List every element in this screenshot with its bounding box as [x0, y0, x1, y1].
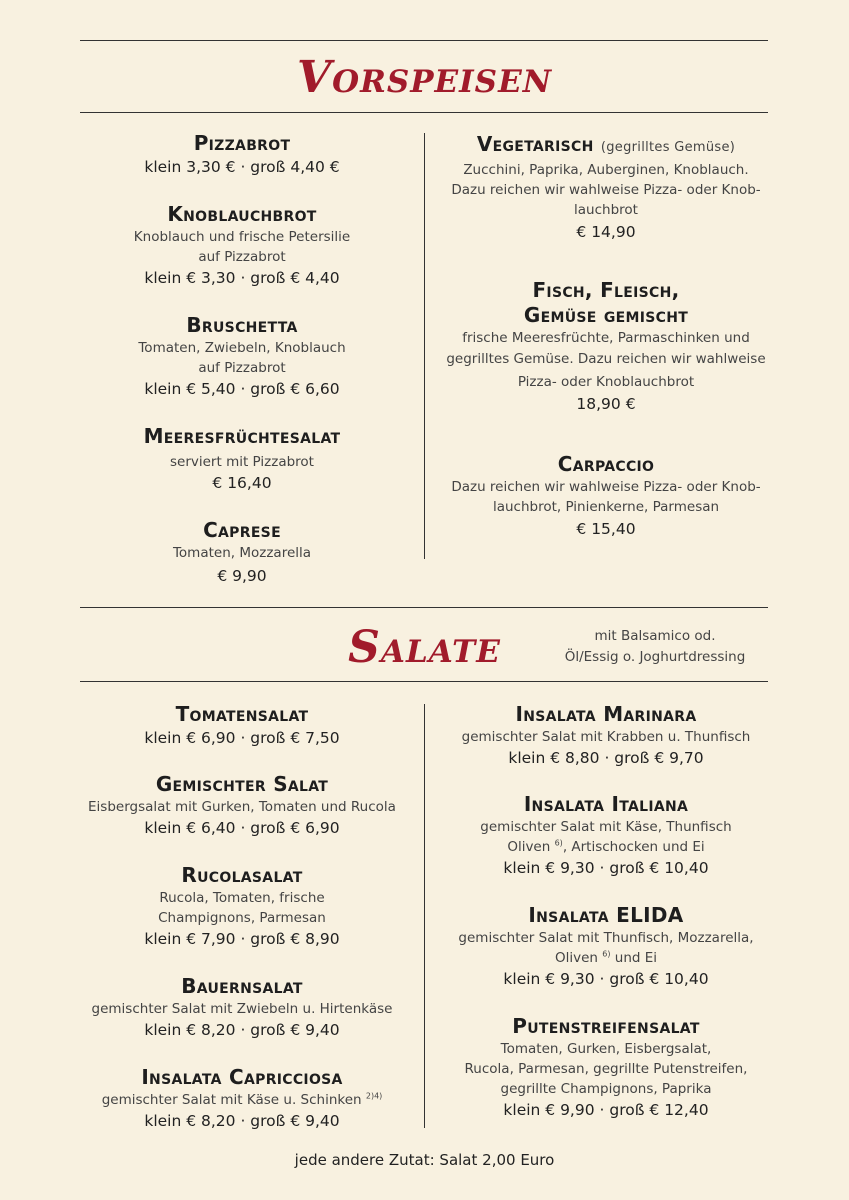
item-price: klein € 8,80 · groß € 9,70	[508, 749, 704, 767]
item-description	[440, 837, 772, 857]
item-description: Tomaten, Gurken, Eisbergsalat,	[500, 1041, 712, 1057]
vorspeisen-title: Vorspeisen	[296, 52, 553, 103]
item-name-text: Vegetarisch	[476, 132, 594, 156]
menu-item-insalata-italiana	[440, 792, 772, 880]
item-name: Bruschetta	[186, 313, 298, 337]
item-description: serviert mit Pizzabrot	[170, 454, 314, 470]
item-name: Caprese	[203, 518, 281, 542]
vorspeisen-column-divider	[424, 133, 425, 559]
item-name: Bauernsalat	[181, 974, 303, 998]
menu-item-insalata-elida	[440, 903, 772, 991]
item-description: Pizza- oder Knoblauchbrot	[517, 374, 695, 390]
item-description: gemischter Salat mit Krabben u. Thunfisch	[461, 729, 751, 745]
item-description-text: , Artischocken und Ei	[562, 839, 705, 855]
item-name: Tomatensalat	[175, 702, 309, 726]
item-description: gegrilltes Gemüse. Dazu reichen wir wahlweise	[446, 351, 766, 367]
item-name: Rucolasalat	[181, 863, 303, 887]
item-description: auf Pizzabrot	[198, 360, 286, 376]
item-name: Insalata ELIDA	[528, 903, 684, 927]
item-price: klein € 9,90 · groß € 12,40	[503, 1101, 709, 1119]
item-description: auf Pizzabrot	[198, 249, 286, 265]
item-description: Tomaten, Zwiebeln, Knoblauch	[138, 340, 346, 356]
item-description	[80, 1090, 404, 1110]
item-name: Insalata Marinara	[515, 702, 697, 726]
allergen-note: 6)	[554, 838, 563, 848]
menu-item-gemischter-salat	[80, 772, 404, 840]
item-price: klein € 8,20 · groß € 9,40	[144, 1021, 340, 1039]
item-price: klein € 9,30 · groß € 10,40	[503, 970, 709, 988]
item-description-text: und Ei	[610, 950, 658, 966]
dressing-note-line: Öl/Essig o. Joghurtdressing	[564, 649, 746, 665]
salate-left-column	[80, 0, 404, 1150]
item-description: gemischter Salat mit Käse, Thunfisch	[480, 819, 732, 835]
menu-item-tomatensalat	[80, 702, 404, 750]
item-description: Rucola, Parmesan, gegrillte Putenstreifen,	[464, 1061, 748, 1077]
menu-item-insalata-marinara	[440, 702, 772, 770]
item-description: Dazu reichen wir wahlweise Pizza- oder Knob-	[451, 182, 761, 198]
item-description: frische Meeresfrüchte, Parmaschinken und	[462, 330, 750, 346]
footer-note: jede andere Zutat: Salat 2,00 Euro	[294, 1151, 555, 1169]
item-description: Rucola, Tomaten, frische	[159, 890, 325, 906]
dressing-note-line: mit Balsamico od.	[594, 628, 716, 644]
item-price: klein 3,30 € · groß 4,40 €	[144, 158, 340, 176]
item-price: € 16,40	[212, 474, 272, 492]
item-name: Putenstreifensalat	[512, 1014, 700, 1038]
item-description: Tomaten, Mozzarella	[172, 545, 312, 561]
item-price: klein € 6,90 · groß € 7,50	[144, 729, 340, 747]
item-description-text: gemischter Salat mit Käse u. Schinken	[101, 1092, 362, 1108]
item-price: klein € 5,40 · groß € 6,60	[144, 380, 340, 398]
item-price: klein € 3,30 · groß € 4,40	[144, 269, 340, 287]
item-name: Fisch, Fleisch,	[532, 278, 680, 302]
item-description: gemischter Salat mit Thunfisch, Mozzarella,	[458, 930, 754, 946]
allergen-note: 2)4)	[365, 1091, 383, 1101]
item-name: Gemüse gemischt	[523, 303, 689, 327]
item-price: klein € 6,40 · groß € 6,90	[144, 819, 340, 837]
item-name: Carpaccio	[557, 452, 655, 476]
item-name: Knoblauchbrot	[167, 202, 317, 226]
item-description	[440, 948, 772, 968]
item-price: klein € 7,90 · groß € 8,90	[144, 930, 340, 948]
item-name: Gemischter Salat	[155, 772, 329, 796]
item-description: gegrillte Champignons, Paprika	[500, 1081, 712, 1097]
item-description: Eisbergsalat mit Gurken, Tomaten und Rucola	[88, 799, 396, 815]
item-name: Meeresfrüchtesalat	[143, 424, 341, 448]
item-price: € 14,90	[576, 223, 636, 241]
item-name: Insalata Italiana	[523, 792, 689, 816]
salate-title: Salate	[348, 622, 501, 673]
item-name: Pizzabrot	[193, 131, 291, 155]
item-price: klein € 9,30 · groß € 10,40	[503, 859, 709, 877]
item-description: gemischter Salat mit Zwiebeln u. Hirtenkäse	[91, 1001, 393, 1017]
allergen-note: 6)	[602, 949, 611, 959]
salate-column-divider	[424, 704, 425, 1128]
item-price: € 9,90	[217, 567, 267, 585]
item-description: Champignons, Parmesan	[158, 910, 326, 926]
item-name-note: (gegrilltes Gemüse)	[600, 140, 736, 155]
item-price: klein € 8,20 · groß € 9,40	[144, 1112, 340, 1130]
salate-right-column	[440, 0, 772, 1150]
item-description-text: Oliven	[554, 950, 598, 966]
item-description: lauchbrot, Pinienkerne, Parmesan	[492, 499, 720, 515]
item-name: Insalata Capricciosa	[141, 1065, 343, 1089]
item-description: Dazu reichen wir wahlweise Pizza- oder Knob-	[451, 479, 761, 495]
item-description: Zucchini, Paprika, Auberginen, Knoblauch.	[463, 162, 749, 178]
menu-item-bauernsalat	[80, 974, 404, 1042]
item-price: 18,90 €	[576, 395, 636, 413]
item-description-text: Oliven	[507, 839, 551, 855]
menu-item-rucolasalat	[80, 863, 404, 951]
item-description: lauchbrot	[574, 202, 638, 218]
item-description: Knoblauch und frische Petersilie	[133, 229, 351, 245]
menu-item-putenstreifensalat	[440, 1014, 772, 1122]
menu-item-insalata-capricciosa	[80, 1065, 404, 1133]
item-price: € 15,40	[576, 520, 636, 538]
